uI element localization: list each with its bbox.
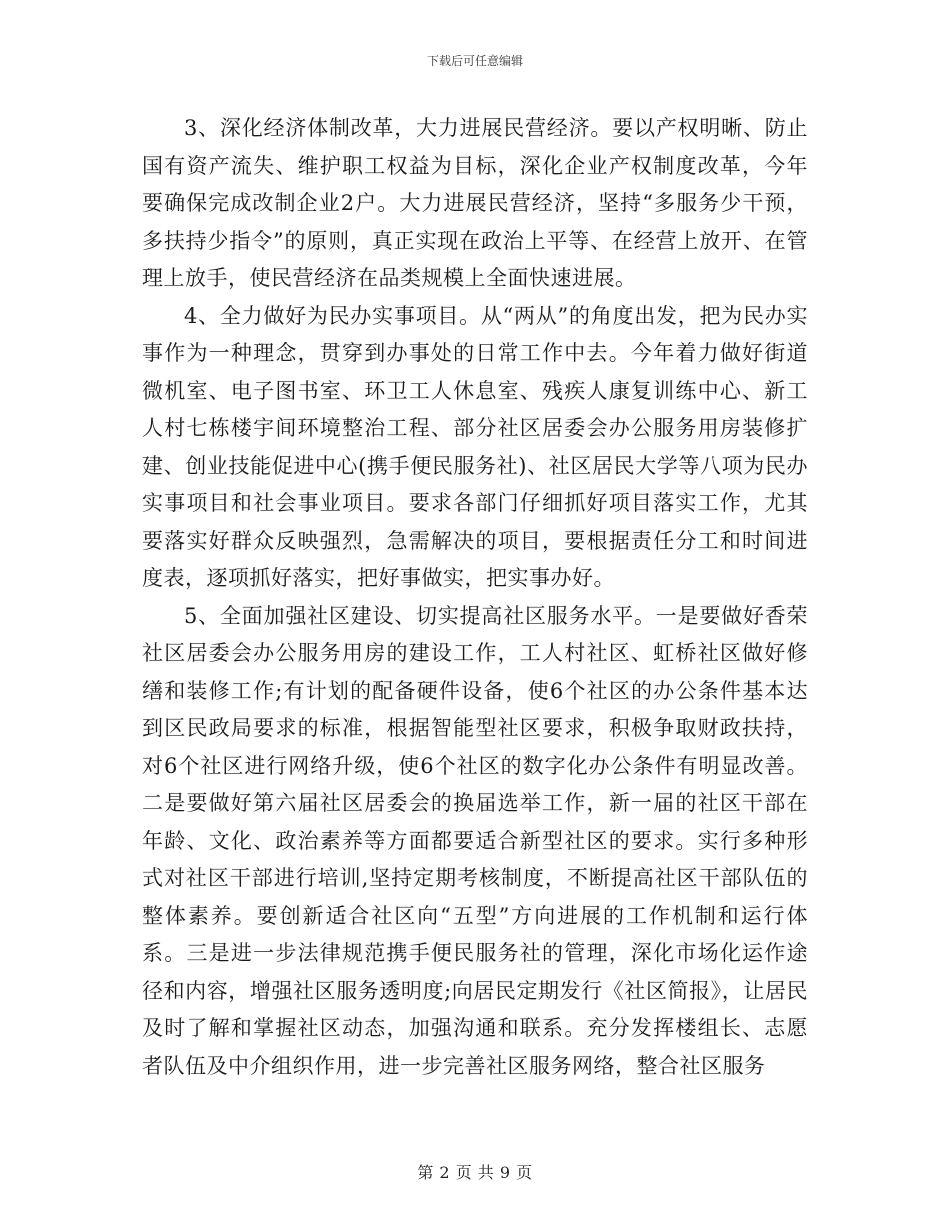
document-body bbox=[142, 110, 808, 1085]
page-number-footer: 第 2 页 共 9 页 bbox=[417, 1163, 533, 1182]
paragraph-item-5: 5、全面加强社区建设、切实提高社区服务水平。一是要做好香荣社区居委会办公服务用房的建设工作，工人村社区、虹桥社区做好修缮和装修工作;有计划的配备硬件设备，使6个社区的办公条件基本达到区民政局要求的标准，根据智能型社区要求，积极争取财政扶持，对6个社区进行网络升级，使6个社区的数字化办公条件有明显改善。二是要做好第六届社区居委会的换届选举工作，新一届的社区干部在年龄、文化、政治素养等方面都要适合新型社区的要求。实行多种形式对社区干部进行培训,坚持定期考核制度，不断提高社区干部队伍的整体素养。要创新适合社区向“五型”方向进展的工作机制和运行体系。三是进一步法律规范携手便民服务社的管理，深化市场化运作途径和内容，增强社区服务透明度;向居民定期发行《社区简报》，让居民及时了解和掌握社区动态，加强沟通和联系。充分发挥楼组长、志愿者队伍及中介组织作用，进一步完善社区服务网络，整合社区服务 bbox=[142, 603, 808, 1078]
paragraph-item-4: 4、全力做好为民办实事项目。从“两从”的角度出发，把为民办实事作为一种理念，贯穿到办事处的日常工作中去。今年着力做好街道微机室、电子图书室、环卫工人休息室、残疾人康复训练中心、新工人村七栋楼宇间环境整治工程、部分社区居委会办公服务用房装修扩建、创业技能促进中心(携手便民服务社)、社区居民大学等八项为民办实事项目和社会事业项目。要求各部门仔细抓好项目落实工作，尤其要落实好群众反映强烈，急需解决的项目，要根据责任分工和时间进度表，逐项抓好落实，把好事做实，把实事办好。 bbox=[142, 303, 808, 590]
paragraph-item-3: 3、深化经济体制改革，大力进展民营经济。要以产权明晰、防止国有资产流失、维护职工权益为目标，深化企业产权制度改革，今年要确保完成改制企业2户。大力进展民营经济，坚持“多服务少干预，多扶持少指令”的原则，真正实现在政治上平等、在经营上放开、在管理上放手，使民营经济在品类规模上全面快速进展。 bbox=[142, 116, 808, 290]
page-header: 下载后可任意编辑 bbox=[426, 54, 523, 68]
